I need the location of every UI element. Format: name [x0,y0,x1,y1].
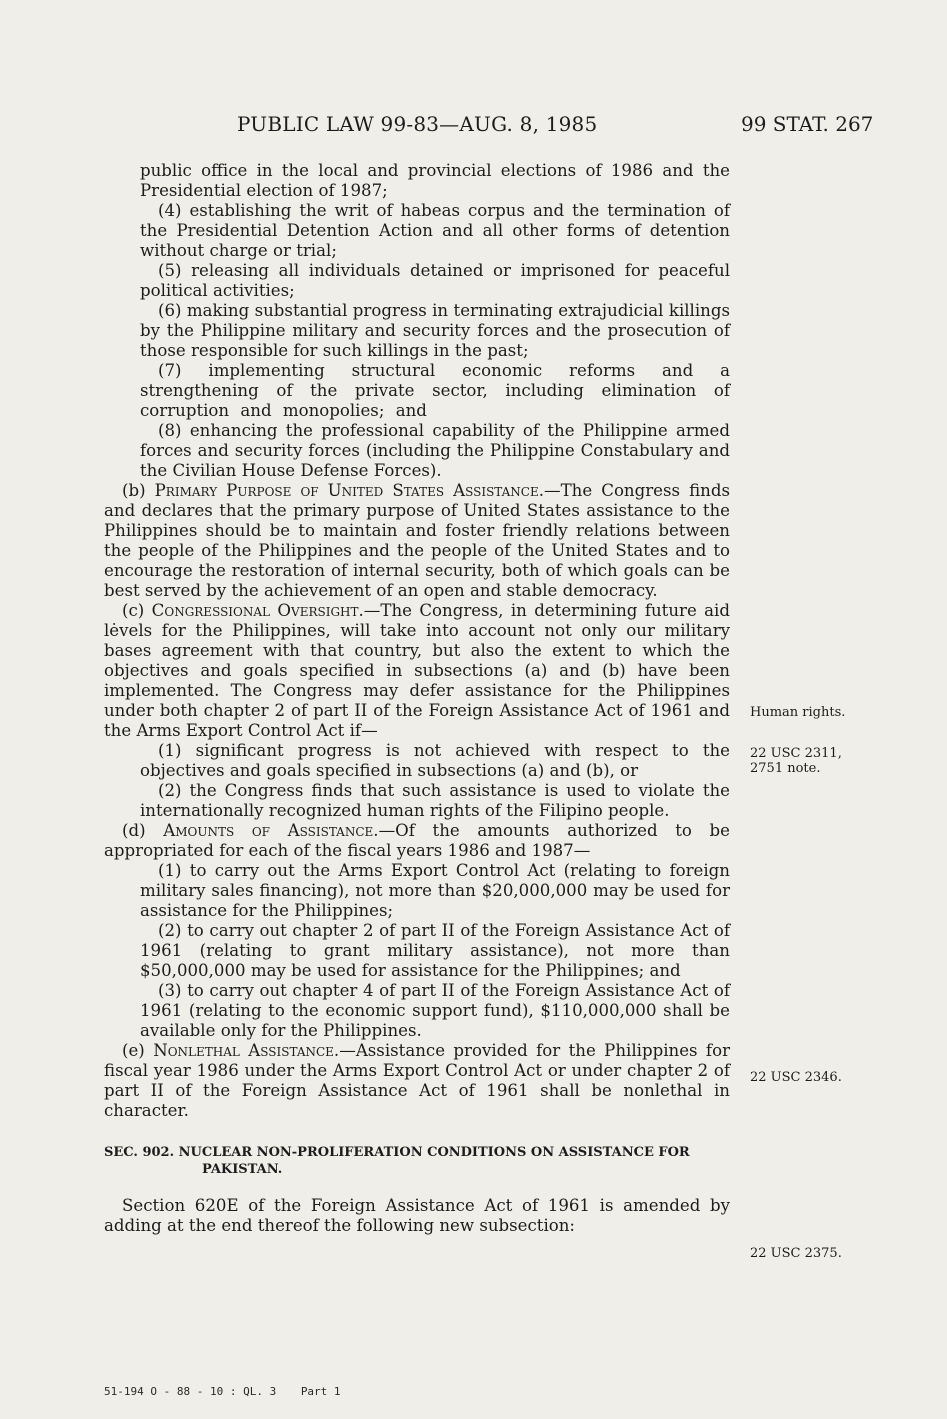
paragraph-5: (5) releasing all individuals detained or imprisoned for peaceful political activities; [140,261,730,300]
statute-body [104,161,730,1236]
subsection-b-heading: Primary Purpose of United States Assistance. [154,481,545,500]
subsection-c-label: (c) [122,601,145,620]
subsection-e [104,1041,730,1121]
statute-page-number: 99 STAT. 267 [741,112,874,136]
subsection-c-2: (2) the Congress finds that such assistance is used to violate the internationally recognized human rights of the Filipino people. [140,781,730,820]
subsection-e-label: (e) [122,1041,145,1060]
subsection-c-1: (1) significant progress is not achieved with respect to the objectives and goals specified in subsections (a) and (b), or [140,741,730,780]
footer-code: 51-194 O - 88 - 10 : QL. 3 [104,1385,277,1398]
subsection-b-label: (b) [122,481,146,500]
footer-part: Part 1 [300,1385,341,1398]
subsection-b-text: —The Congress finds and declares that the primary purpose of United States assistance to the Philippines should be to maintain and foster friendly relations between the people of the Philippines and the people of the United States and to encourage the restoration of internal security, both of which goals can be best served by the achievement of an open and stable democracy. [104,481,730,600]
paragraph-6: (6) making substantial progress in terminating extrajudicial killings by the Philippine military and security forces and the prosecution of those responsible for such killings in the past; [140,301,730,360]
subsection-b [104,481,730,601]
paragraph-8: (8) enhancing the professional capability of the Philippine armed forces and security forces (including the Philippine Constabulary and the Civilian House Defense Forces). [140,421,730,480]
print-footer [104,1385,359,1398]
page-title: PUBLIC LAW 99-83—AUG. 8, 1985 [237,112,598,136]
subsection-d-3: (3) to carry out chapter 4 of part II of the Foreign Assistance Act of 1961 (relating to the economic support fund), $110,000,000 shall be available only for the Philippines. [140,981,730,1040]
paragraph-4: (4) establishing the writ of habeas corpus and the termination of the Presidential Detention Action and all other forms of detention without charge or trial; [140,201,730,260]
paragraph-7: (7) implementing structural economic reforms and a strengthening of the private sector, including elimination of corruption and monopolies; and [140,361,730,420]
section-902-heading: SEC. 902. NUCLEAR NON-PROLIFERATION CONDITIONS ON ASSISTANCE FOR PAKISTAN. [104,1145,690,1177]
subsection-e-heading: Nonlethal Assistance. [153,1041,340,1060]
page-header [0,112,947,142]
subsection-c-text: —The Congress, in determining future aid lėvels for the Philippines, will take into account not only our military bases agreement with that country, but also the extent to which the objectives and goals specified in subsections (a) and (b) have been implemented. The Congress may defer assistance for the Philippines under both chapter 2 of part II of the Foreign Assistance Act of 1961 and the Arms Export Control Act if— [104,601,730,740]
subsection-c-heading: Congressional Oversight. [151,601,364,620]
paragraph-continuation: public office in the local and provincial elections of 1986 and the Presidential election of 1987; [140,161,730,200]
margin-note-22-usc-2311: 22 USC 2311, 2751 note. [750,746,842,776]
margin-note-human-rights: Human rights. [750,705,846,720]
subsection-d [104,821,730,861]
subsection-c [104,601,730,741]
margin-note-22-usc-2346: 22 USC 2346. [750,1070,842,1085]
subsection-d-text: —Of the amounts authorized to be appropriated for each of the fiscal years 1986 and 1987— [104,821,730,860]
subsection-d-1: (1) to carry out the Arms Export Control Act (relating to foreign military sales financing), not more than $20,000,000 may be used for assistance for the Philippines; [140,861,730,920]
subsection-d-heading: Amounts of Assistance. [163,821,379,840]
margin-note-22-usc-2375: 22 USC 2375. [750,1246,842,1261]
section-902-text: Section 620E of the Foreign Assistance Act of 1961 is amended by adding at the end thereof the following new subsection: [104,1196,730,1235]
subsection-d-label: (d) [122,821,146,840]
subsection-e-text: —Assistance provided for the Philippines for fiscal year 1986 under the Arms Export Control Act or under chapter 2 of part II of the Foreign Assistance Act of 1961 shall be nonlethal in character. [104,1041,730,1120]
subsection-d-2: (2) to carry out chapter 2 of part II of the Foreign Assistance Act of 1961 (relating to grant military assistance), not more than $50,000,000 may be used for assistance for the Philippines; and [140,921,730,980]
